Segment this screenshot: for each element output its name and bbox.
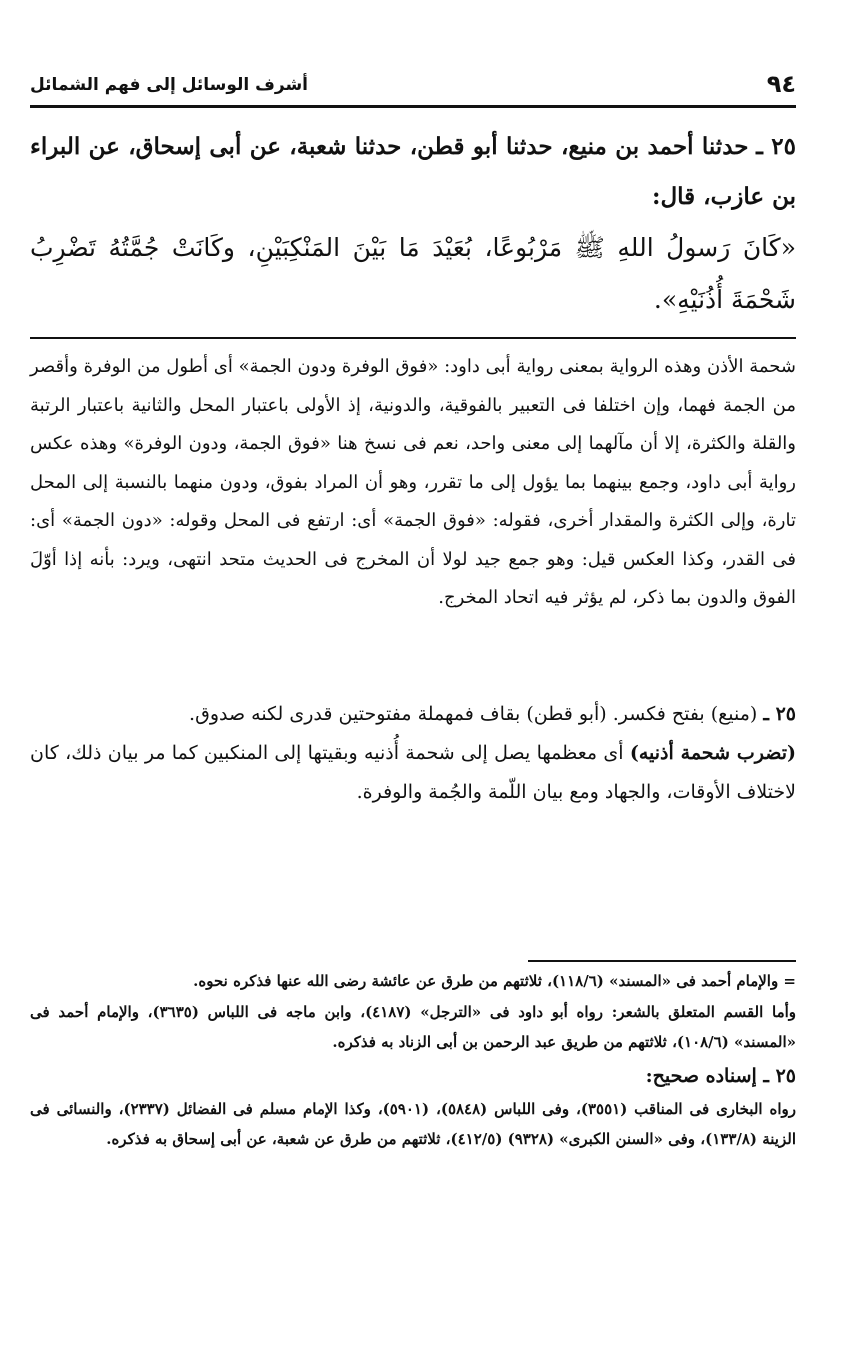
header-rule — [30, 105, 796, 108]
commentary-paragraph: شحمة الأذن وهذه الرواية بمعنى رواية أبى داود: «فوق الوفرة ودون الجمة» أى أطول من الوفرة وأقصر من الجمة فهما، وإن اختلفا فى التعبير بالفوقية، والدونية، إذ الأولى باعتبار المحل والثانية باعتبار الرتبة والقلة والكثرة، إلا أن مآلهما إلى معنى واحد، نعم فى نسخ هنا «فوق الجمة، ودون الوفرة» وهذه عكس رواية أبى داود، وجمع بينهما بما يؤول إلى ما تقرر، وهو أن المراد بفوق، ودون منهما بالنسبة إلى المحل تارة، وإلى الكثرة والمقدار أخرى، فقوله: «فوق الجمة» أى: ارتفع فى المحل وقوله: «دون الجمة» أى: فى القدر، وكذا العكس قيل: وهو جمع جيد لولا أن المخرج فى الحديث متحد انتهى، ويرد: بأنه إذا أوّلَ الفوق والدون بما ذكر، لم يؤثر فيه اتحاد المخرج. — [30, 356, 796, 608]
note-number: ٢٥ ـ — [763, 703, 796, 725]
note-term: (تضرب شحمة أذنيه) — [629, 742, 796, 764]
note-line-1 — [30, 695, 796, 734]
hadith-isnad: حدثنا أحمد بن منيع، حدثنا أبو قطن، حدثنا شعبة، عن أبى إسحاق، عن البراء بن عازب، قال: — [30, 133, 796, 210]
note-text-1: (منيع) بفتح فكسر. (أبو قطن) بقاف فمهملة مفتوحتين قدرى لكنه صدوق. — [189, 703, 758, 725]
hadith-matn: «كَانَ رَسولُ اللهِ ﷺ مَرْبُوعًا، بُعَيْدَ مَا بَيْنَ المَنْكِبَيْنِ، وكَانَتْ جُمَّتُهُ تَضْرِبُ شَحْمَةَ أُذُنَيْهِ». — [30, 233, 796, 314]
commentary-block — [30, 348, 796, 618]
footnote-rule — [528, 960, 796, 962]
footnotes-block — [30, 966, 796, 1155]
running-title: أشرف الوسائل إلى فهم الشمائل — [30, 75, 309, 95]
page-header — [30, 68, 796, 104]
hadith-number: ٢٥ ـ — [756, 133, 797, 160]
page-number: ٩٤ — [766, 70, 796, 98]
hadith-block — [30, 122, 796, 326]
note-line-2 — [30, 734, 796, 812]
footnote-3: رواه البخارى فى المناقب (٣٥٥١)، وفى اللباس (٥٨٤٨)، (٥٩٠١)، وكذا الإمام مسلم فى الفضائل (٢٣٣٧)، والنسائى فى الزينة (١٣٣/٨)، وفى «السنن الكبرى» (٩٣٢٨) (٤١٢/٥)، ثلاثتهم من طرق عن شعبة، عن أبى إسحاق به فذكره. — [30, 1099, 796, 1148]
footnote-heading: ٢٥ ـ إسناده صحيح: — [645, 1064, 796, 1087]
section-rule — [30, 337, 796, 339]
footnote-1: = والإمام أحمد فى «المسند» (١١٨/٦)، ثلاثتهم من طرق عن عائشة رضى الله عنها فذكره نحوه. — [193, 972, 796, 990]
note-text-2: أى معظمها يصل إلى شحمة أُذنيه وبقيتها إلى المنكبين كما مر بيان ذلك، كان لاختلاف الأوقات، والجهاد ومع بيان اللّمة والجُمة والوفرة. — [30, 742, 796, 803]
footnote-2: وأما القسم المتعلق بالشعر: رواه أبو داود فى «الترجل» (٤١٨٧)، وابن ماجه فى اللباس (٣٦٣٥)، والإمام أحمد فى «المسند» (١٠٨/٦)، ثلاثتهم من طريق عبد الرحمن بن أبى الزناد به فذكره. — [30, 1002, 797, 1051]
notes-block — [30, 695, 796, 812]
